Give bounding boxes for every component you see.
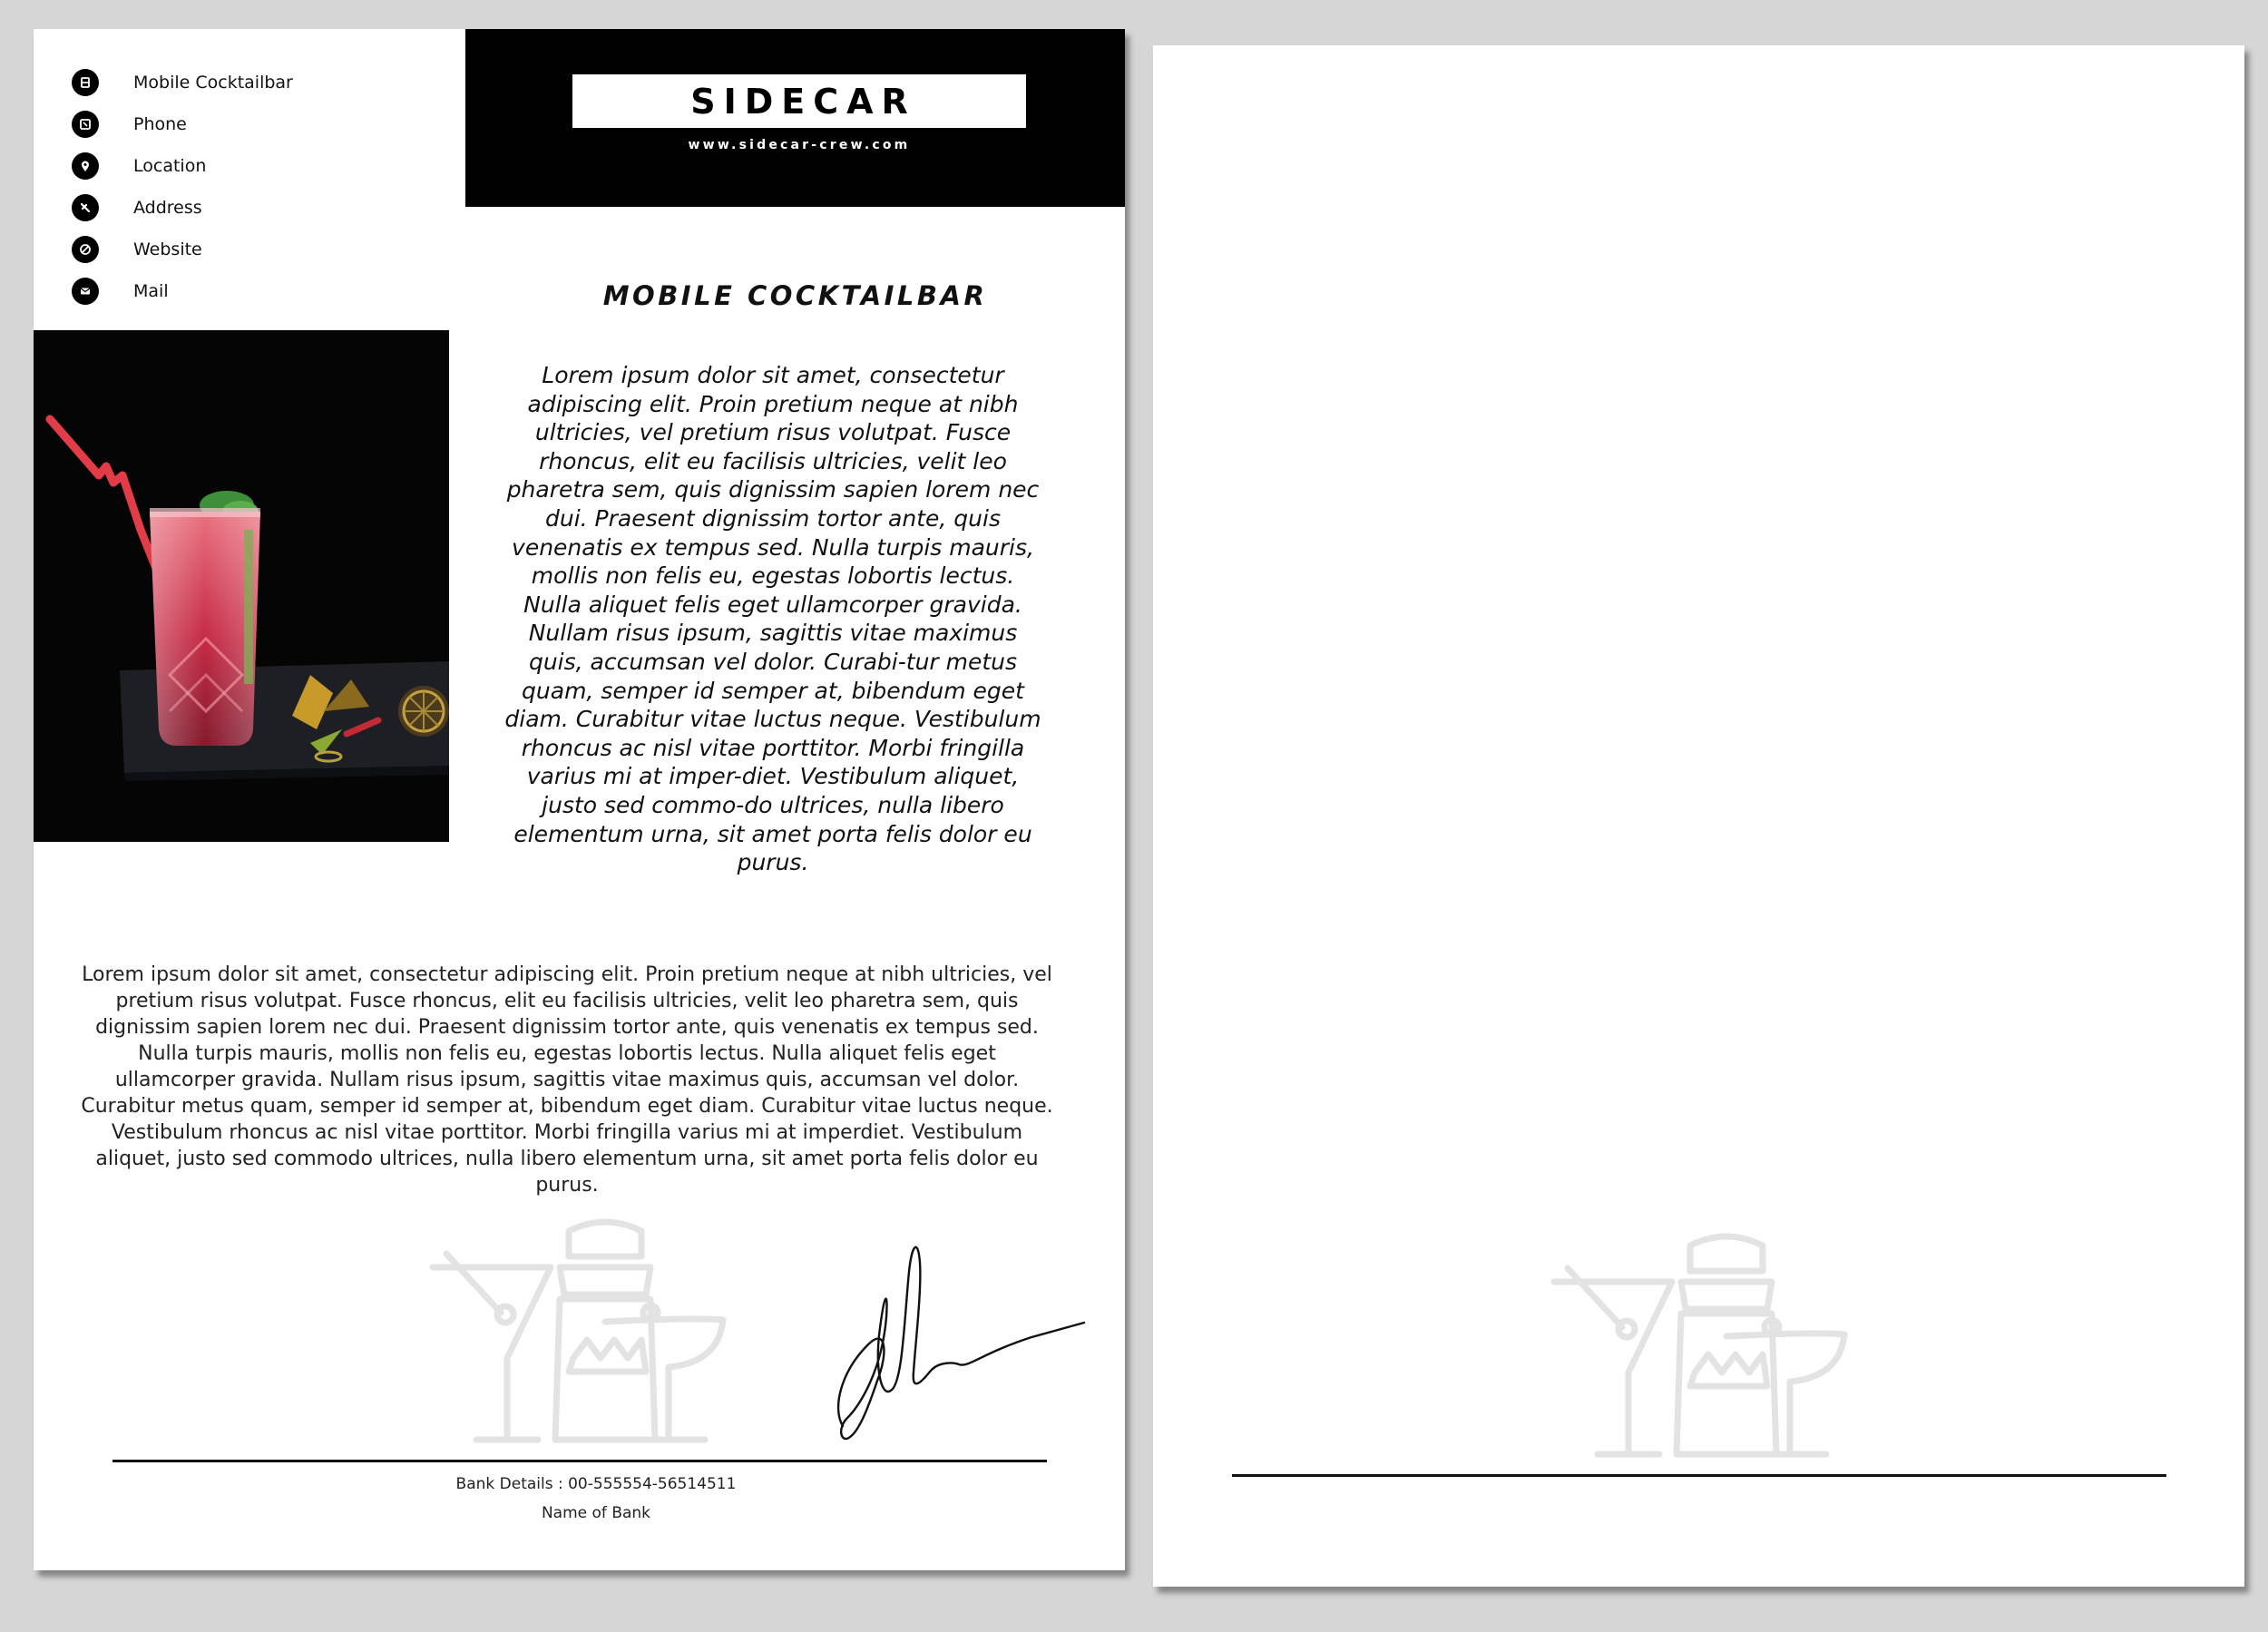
cocktail-photo [34,330,449,842]
letterhead-page-back [1153,45,2244,1587]
cocktail-photo-illustration [34,330,449,842]
address-icon [72,194,99,221]
contact-label: Location [133,156,207,176]
contact-list [72,62,293,312]
body-paragraph: Lorem ipsum dolor sit amet, consectetur adipiscing elit. Proin pretium neque at nibh ultricies, vel pretium risus volutpat. Fusce rhoncus, elit eu facilisis ultricies, velit leo pharetra sem, quis dignissim sapien lorem nec dui. Praesent dignissim tortor ante, quis venenatis ex tempus sed. Nulla turpis mauris, mollis non felis eu, egestas lobortis lectus. Nulla aliquet felis eget ullamcorper gravida. Nullam risus ipsum, sagittis vitae maximus quis, accumsan vel dolor. Curabitur metus quam, semper id semper at, bibendum eget diam. Curabitur vitae luctus neque. Vestibulum rhoncus ac nisl vitae porttitor. Morbi fringilla varius mi at imperdiet. Vestibulum aliquet, justo sed commodo ultrices, nulla libero elementum urna, sit amet porta felis dolor eu purus. [81,963,1053,1197]
contact-label: Phone [133,114,187,134]
cocktail-emblem-watermark [1545,1227,1853,1500]
contact-label: Mobile Cocktailbar [133,73,293,93]
bank-details: Bank Details : 00-555554-56514511 [455,1475,737,1493]
footer-rule [112,1460,1047,1462]
footer-rule [1232,1474,2166,1477]
contact-item-location [72,145,293,187]
bank-name: Name of Bank [541,1504,651,1522]
contact-item-address [72,187,293,229]
intro-paragraph: Lorem ipsum dolor sit amet, consectetur adipiscing elit. Proin pretium neque at nibh ultricies, vel pretium risus volutpat. Fusce rhoncus, elit eu facilisis ultricies, velit leo pharetra sem, quis dignissim sapien lorem nec dui. Praesent dignissim tortor ante, quis venenatis ex tempus sed. Nulla turpis mauris, mollis non felis eu, egestas lobortis lectus. Nulla aliquet felis eget ullamcorper gravida. Nullam risus ipsum, sagittis vitae maximus quis, accumsan vel dolor. Curabi-tur metus quam, semper id semper at, bibendum eget diam. Curabitur vitae luctus neque. Vestibulum rhoncus ac nisl vitae porttitor. Morbi fringilla varius mi at imper-diet. Vestibulum aliquet, justo sed commo-do ultrices, nulla libero elementum urna, sit amet porta felis dolor eu purus. [504,362,1041,876]
phone-icon [72,111,99,138]
brand-logo [572,74,1026,128]
brand-header [465,29,1125,207]
contact-label: Mail [133,281,169,301]
document-title: MOBILE COCKTAILBAR [602,280,988,311]
brand-url: www.sidecar-crew.com [688,138,911,152]
cocktail-emblem-watermark [424,1213,732,1485]
letterhead-page-front [34,29,1125,1570]
contact-label: Address [133,198,202,218]
contact-item-website [72,229,293,270]
contact-label: Website [133,239,202,259]
brand-name: SIDECAR [690,81,916,122]
bar-icon [72,69,99,96]
location-pin-icon [72,152,99,180]
mail-icon [72,278,99,305]
contact-item-mobile-cocktailbar [72,62,293,103]
contact-item-phone [72,103,293,145]
website-icon [72,236,99,263]
contact-item-mail [72,270,293,312]
signature [832,1236,1095,1453]
